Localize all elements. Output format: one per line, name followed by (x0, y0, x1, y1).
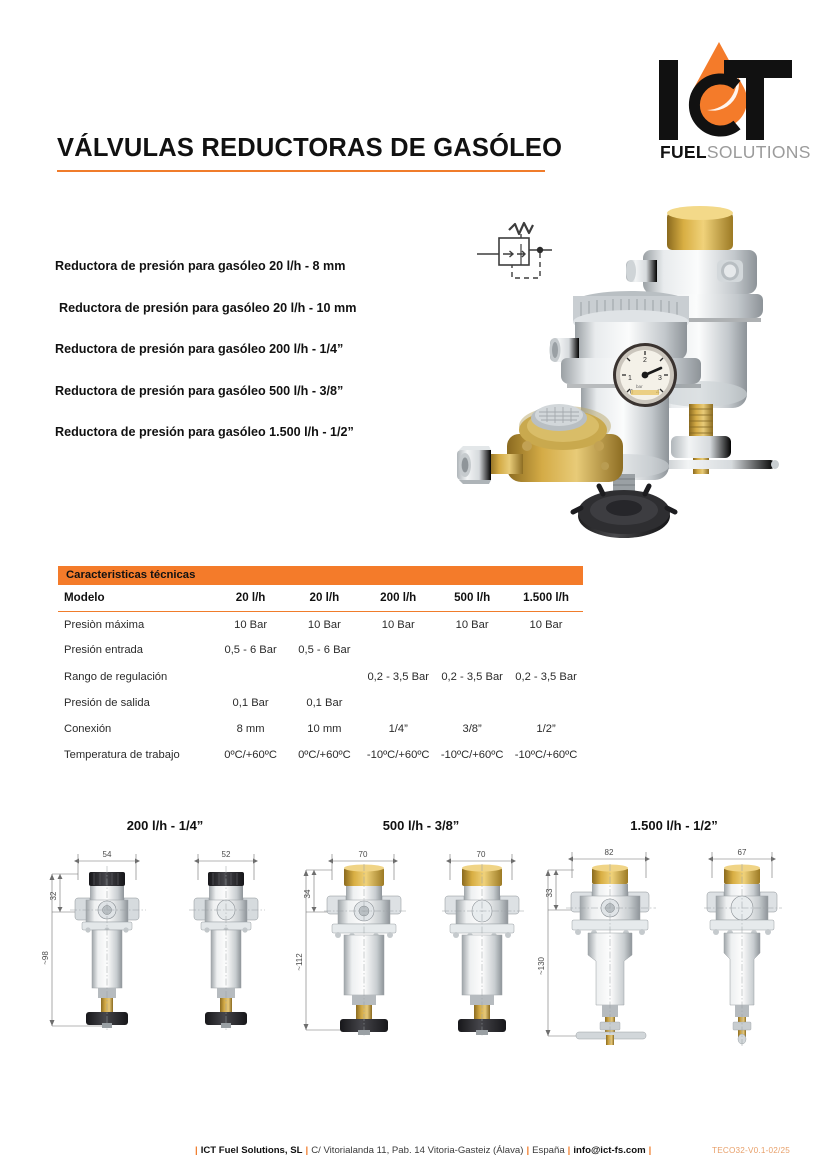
spec-row-label: Presión entrada (64, 644, 143, 657)
spec-cell: 10 Bar (381, 618, 415, 631)
spec-row-label: Rango de regulación (64, 670, 168, 683)
dimension-width: 70 (476, 850, 486, 859)
drawing-group-body (534, 840, 814, 1055)
specifications-table (58, 566, 583, 768)
spec-cell: 10 Bar (455, 618, 489, 631)
spec-cell: 0,1 Bar (232, 696, 269, 709)
spec-cell: 8 mm (236, 723, 265, 736)
spec-cell: 0ºC/+60ºC (298, 749, 351, 762)
drawing-group-body (290, 840, 552, 1055)
spec-cell: 0,2 - 3,5 Bar (515, 670, 577, 683)
dimension-width: 70 (358, 850, 368, 859)
spec-table-caption: Caracteristicas técnicas (58, 566, 583, 585)
footer-separator-icon: | (305, 1145, 309, 1156)
spec-table-header-row (58, 585, 583, 611)
dimension-width: 67 (737, 848, 747, 857)
spec-row-label: Temperatura de trabajo (64, 749, 180, 762)
table-row (58, 611, 583, 637)
svg-text:bar: bar (636, 384, 643, 389)
spec-cell: -10ºC/+60ºC (366, 749, 430, 762)
spec-cell (361, 637, 435, 663)
spec-cell: 0,2 - 3,5 Bar (367, 670, 430, 683)
spec-cell: -10ºC/+60ºC (514, 749, 578, 762)
footer-contact-line (192, 1142, 654, 1160)
spec-cell (435, 690, 509, 716)
spec-cell: 10 Bar (234, 618, 268, 631)
spec-row-label: Presiòn máxima (64, 618, 145, 631)
drawing-group (34, 818, 296, 1055)
footer-email[interactable]: info@ict-fs.com (573, 1145, 646, 1156)
spec-cell: 1/4” (388, 723, 408, 736)
spec-header-col: 1.500 l/h (523, 591, 569, 605)
spec-cell: 1/2” (536, 723, 556, 736)
product-list-item: Reductora de presión para gasóleo 1.500 l/h - 1/2” (55, 425, 354, 439)
product-photo (455, 198, 807, 550)
dimension-height: ~112 (295, 953, 304, 971)
spec-cell: 3/8” (462, 723, 482, 736)
table-row (58, 742, 583, 768)
logo-wordmark-fuel: FUEL (660, 142, 707, 162)
spec-row-label: Presión de salida (64, 696, 150, 709)
dimension-top: 32 (49, 891, 58, 901)
dimension-width: 52 (221, 850, 231, 859)
footer-separator-icon: | (648, 1145, 652, 1156)
table-row (58, 637, 583, 663)
product-list-item: Reductora de presión para gasóleo 20 l/h - 8 mm (55, 259, 346, 273)
dimension-width: 82 (604, 848, 614, 857)
company-logo (651, 36, 811, 172)
hydraulic-schematic-icon (477, 223, 552, 278)
product-list-item: Reductora de presión para gasóleo 500 l/h - 3/8” (55, 383, 344, 398)
spec-cell (435, 637, 509, 663)
dimension-width: 54 (102, 850, 112, 859)
svg-text:3: 3 (658, 375, 662, 382)
spec-cell: 0,1 Bar (306, 696, 343, 709)
spec-cell (287, 664, 361, 690)
logo-wordmark (660, 142, 811, 163)
spec-header-col: 500 l/h (454, 591, 491, 605)
drawing-group-body (34, 840, 296, 1055)
drawing-group-title: 200 l/h - 1/4” (126, 818, 204, 833)
logo-letter-i-icon (659, 60, 678, 140)
table-row (58, 690, 583, 716)
footer-document-code: TECO32-V0.1-02/25 (712, 1146, 791, 1155)
spec-header-col: 200 l/h (380, 591, 417, 605)
dimension-height: ~98 (41, 951, 50, 965)
dimension-top: 33 (545, 888, 554, 898)
spec-row-label: Conexión (64, 723, 112, 736)
spec-cell: 0,5 - 6 Bar (224, 644, 277, 657)
page-title: VÁLVULAS REDUCTORAS DE GASÓLEO (57, 134, 563, 162)
adjustment-knob (573, 486, 675, 538)
page-footer (0, 1142, 828, 1162)
spec-header-col: 20 l/h (235, 591, 266, 605)
table-row (58, 664, 583, 690)
logo-letter-t-stem-icon (746, 60, 764, 140)
drawing-group-title: 1.500 l/h - 1/2” (630, 818, 718, 833)
footer-country: España (532, 1145, 565, 1156)
drawing-group-title: 500 l/h - 3/8” (382, 818, 460, 833)
dimension-drawings (0, 818, 828, 1068)
spec-cell: 10 mm (307, 723, 342, 736)
spec-header-model: Modelo (64, 591, 105, 605)
footer-address: C/ Vitorialanda 11, Pab. 14 Vitoria-Gasteiz (Álava) (311, 1145, 524, 1156)
product-list (55, 258, 455, 466)
spec-cell (509, 637, 583, 663)
spec-cell: 10 Bar (307, 618, 341, 631)
drawing-group (290, 818, 552, 1055)
drawing-group (534, 818, 814, 1055)
title-underline-rule (57, 170, 545, 172)
logo-letter-c-icon (685, 72, 751, 138)
spec-cell (509, 690, 583, 716)
footer-separator-icon: | (567, 1145, 571, 1156)
logo-wordmark-solutions: SOLUTIONS (706, 142, 811, 162)
regulator-brass (457, 404, 623, 484)
spec-cell: 0,5 - 6 Bar (298, 644, 351, 657)
spec-cell: 0ºC/+60ºC (224, 749, 277, 762)
t-bar-handle-drawing (576, 1032, 646, 1045)
spec-cell: 10 Bar (529, 618, 563, 631)
logo-mark (651, 36, 799, 140)
spec-cell: 0,2 - 3,5 Bar (441, 670, 503, 683)
pressure-gauge-icon (613, 343, 677, 407)
spec-cell (361, 690, 435, 716)
product-list-item: Reductora de presión para gasóleo 20 l/h - 10 mm (59, 300, 357, 315)
table-row (58, 716, 583, 742)
dimension-top: 34 (303, 889, 312, 899)
svg-text:2: 2 (643, 357, 647, 364)
footer-company: ICT Fuel Solutions, SL (200, 1145, 303, 1156)
spec-header-col: 20 l/h (309, 591, 340, 605)
footer-separator-icon: | (195, 1145, 198, 1156)
footer-separator-icon: | (526, 1145, 530, 1156)
product-list-item: Reductora de presión para gasóleo 200 l/h - 1/4” (55, 342, 344, 356)
dimension-height: ~130 (537, 956, 546, 976)
spec-cell (214, 664, 288, 690)
spec-cell: -10ºC/+60ºC (440, 749, 504, 762)
svg-text:1: 1 (628, 375, 632, 382)
